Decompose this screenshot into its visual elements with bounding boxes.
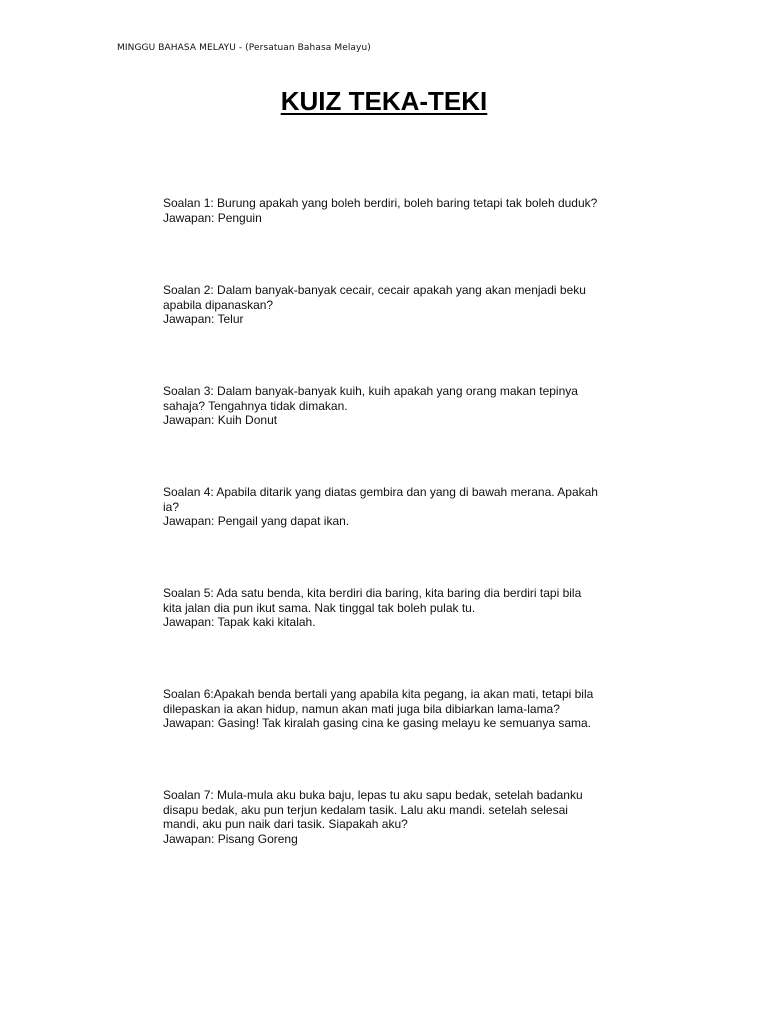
- question-line: kita jalan dia pun ikut sama. Nak tinggal tak boleh pulak tu.: [163, 600, 476, 615]
- question-line: Soalan 4: Apabila ditarik yang diatas gembira dan yang di bawah merana. Apakah: [163, 485, 598, 499]
- answer-line: Jawapan: Telur: [163, 312, 244, 326]
- question-line: Soalan 1: Burung apakah yang boleh berdiri, boleh baring tetapi tak boleh duduk?: [163, 196, 598, 210]
- answer-line: Jawapan: Kuih Donut: [163, 413, 278, 427]
- answer-line: Jawapan: Pengail yang dapat ikan.: [163, 514, 350, 528]
- riddle-2: [163, 283, 623, 327]
- question-line: disapu bedak, aku pun terjun kedalam tasik. Lalu aku mandi. setelah selesai: [163, 802, 568, 817]
- riddle-4: [163, 485, 623, 529]
- question-line: dilepaskan ia akan hidup, namun akan mati juga bila dibiarkan lama-lama?: [163, 701, 560, 716]
- answer-line: Jawapan: Pisang Goreng: [163, 831, 298, 846]
- question-line: Soalan 5: Ada satu benda, kita berdiri dia baring, kita baring dia berdiri tapi bila: [163, 586, 582, 600]
- riddle-6: [163, 687, 623, 731]
- question-line: Soalan 6:Apakah benda bertali yang apabila kita pegang, ia akan mati, tetapi bila: [163, 687, 594, 701]
- answer-line: Jawapan: Gasing! Tak kiralah gasing cina ke gasing melayu ke semuanya sama.: [163, 716, 592, 730]
- riddle-1: [163, 196, 623, 225]
- question-line: Soalan 7: Mula-mula aku buka baju, lepas tu aku sapu bedak, setelah badanku: [163, 788, 583, 802]
- question-line: mandi, aku pun naik dari tasik. Siapakah aku?: [163, 817, 408, 831]
- question-line: ia?: [163, 499, 180, 514]
- answer-line: Jawapan: Penguin: [163, 210, 262, 225]
- riddle-3: [163, 384, 623, 428]
- riddle-5: [163, 586, 623, 630]
- answer-line: Jawapan: Tapak kaki kitalah.: [163, 615, 316, 629]
- question-line: apabila dipanaskan?: [163, 297, 274, 312]
- page-header: MINGGU BAHASA MELAYU - (Persatuan Bahasa Melayu): [117, 43, 371, 53]
- question-line: Soalan 3: Dalam banyak-banyak kuih, kuih apakah yang orang makan tepinya: [163, 384, 578, 398]
- question-line: Soalan 2: Dalam banyak-banyak cecair, cecair apakah yang akan menjadi beku: [163, 283, 586, 297]
- page-title: KUIZ TEKA-TEKI: [280, 86, 488, 116]
- question-line: sahaja? Tengahnya tidak dimakan.: [163, 398, 348, 413]
- riddle-7: [163, 788, 623, 846]
